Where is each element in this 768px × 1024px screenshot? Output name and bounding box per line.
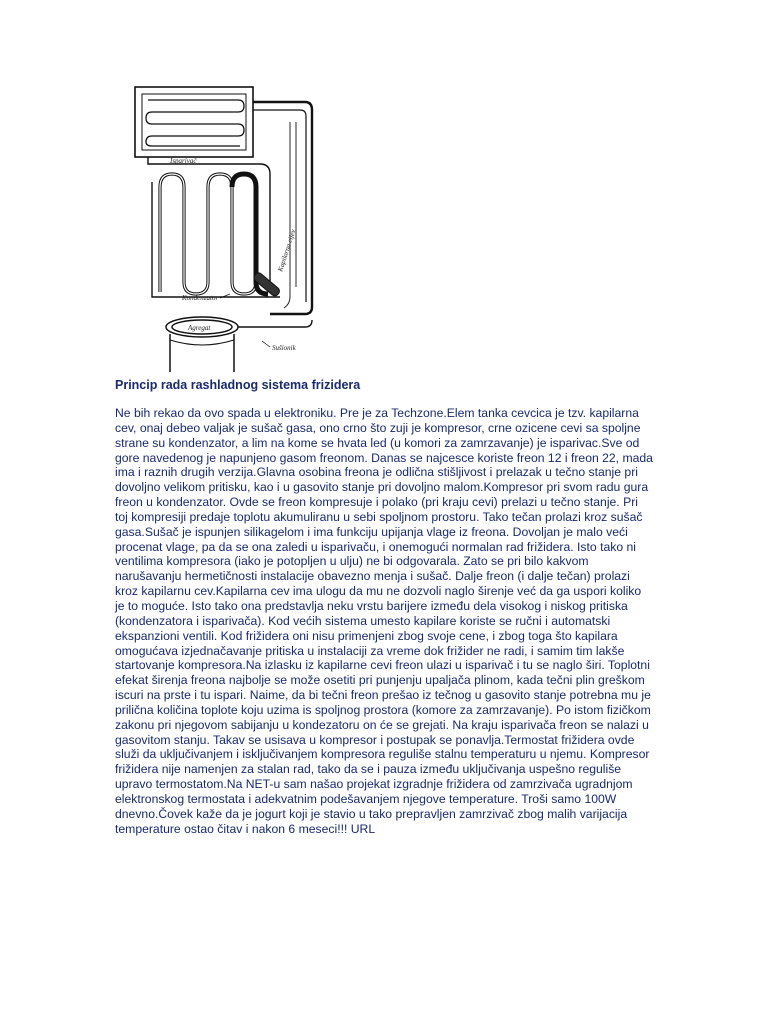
label-kondenzator: Kondenzator bbox=[182, 294, 219, 302]
refrigeration-diagram bbox=[130, 82, 320, 372]
article-title: Princip rada rashladnog sistema frizidera bbox=[115, 378, 361, 392]
label-susionik: Sušionik bbox=[272, 344, 296, 352]
label-isparivac: Isparivač bbox=[170, 157, 197, 165]
label-agregat: Agregat bbox=[188, 324, 211, 332]
evaporator-coil bbox=[146, 100, 244, 146]
refrigeration-diagram-svg bbox=[130, 82, 320, 372]
label-kapilarna: Kapilarna cijev bbox=[276, 228, 298, 273]
capillary-tube bbox=[284, 122, 290, 308]
article-body: Ne bih rekao da ovo spada u elektroniku. Pre je za Techzone.Elem tanka cevcica je tzv. kapilarna cev, onaj debeo valjak je sušač gasa, ono crno što zuji je kompresor, crne ozicene cevi sa spoljne strane su kondenzator, a lim na kome se hvata led (u komori za zamrzavanje) je isparivac.Sve od gore navedenog je napunjeno gasom freonom. Danas se najcesce koriste freon 12 i freon 22, mada ima i raznih drugih verzija.Glavna osobina freona je odlična stišljivost i prelazak u tečno stanje pri dovoljno velikom pritisku, kao i u gasovito stanje pri dovoljno malom.Kompresor pri svom radu gura freon u kondenzator. Ovde se freon kompresuje i polako (pri kraju cevi) prelazi u tečno stanje. Pri toj kompresiji predaje toplotu akumuliranu u sebi spoljnom prostoru. Tako tečan prolazi kroz sušač gasa.Sušač je ispunjen silikagelom i ima funkciju upijanja vlage iz freona. Dovoljan je malo veći procenat vlage, pa da se ona zaledi u isparivaču, i onemogući normalan rad frižidera. Isto tako ni ventilima kompresora (iako je potopljen u ulju) ne bi odgovarala. Zato se pri bilo kakvom narušavanju hermetičnosti instalacije obavezno menja i sušač. Dalje freon (i dalje tečan) prolazi kroz kapilarnu cev.Kapilarna cev ima ulogu da mu ne dozvoli naglo širenje već da ga uspori koliko je to moguće. Isto tako ona predstavlja neku vrstu barijere između dela visokog i niskog pritiska (kondenzatora i isparivača). Kod većih sistema umesto kapilare koriste se ručni i automatski ekspanzioni ventili. Kod frižidera oni nisu primenjeni zbog svoje cene, i zbog toga što kapilara omogućava izjednačavanje pritiska u instalaciji za vreme dok frižider ne radi, i samim tim lakše startovanje kompresora.Na izlasku iz kapilarne cevi freon ulazi u isparivač i tu se naglo širi. Toplotni efekat širenja freona najbolje se može osetiti pri punjenju upaljača plinom, kada tečni plin greškom iscuri na prste i tu ispari. Naime, da bi tečni freon prešao iz tečnog u gasovito stanje potrebna mu je prilična količina toplote koju uzima is spoljnog prostora (komore za zamrzavanje). Po istom fizičkom zakonu pri njegovom sabijanju u kondezatoru on će se grejati. Na kraju isparivača freon se nalazi u gasovitom stanju. Takav se usisava u kompresor i postupak se ponavlja.Termostat frižidera ovde služi da uključivanjem i isključivanjem kompresora reguliše stalnu temperaturu u njemu. Kompresor frižidera nije namenjen za stalan rad, tako da se i pauza između uključivanja uspešno reguliše upravo termostatom.Na NET-u sam našao projekat izgradnje frižidera od zamrzivača ugradnjom elektronskog termostata i adekvatnim podešavanjem njegove temperature. Troši samo 100W dnevno.Čovek kaže da je jogurt koji je stavio u tako prepravljen zamrzivač zbog malih varijacija temperature ostao čitav i nakon 6 meseci!!! URL bbox=[115, 406, 653, 836]
